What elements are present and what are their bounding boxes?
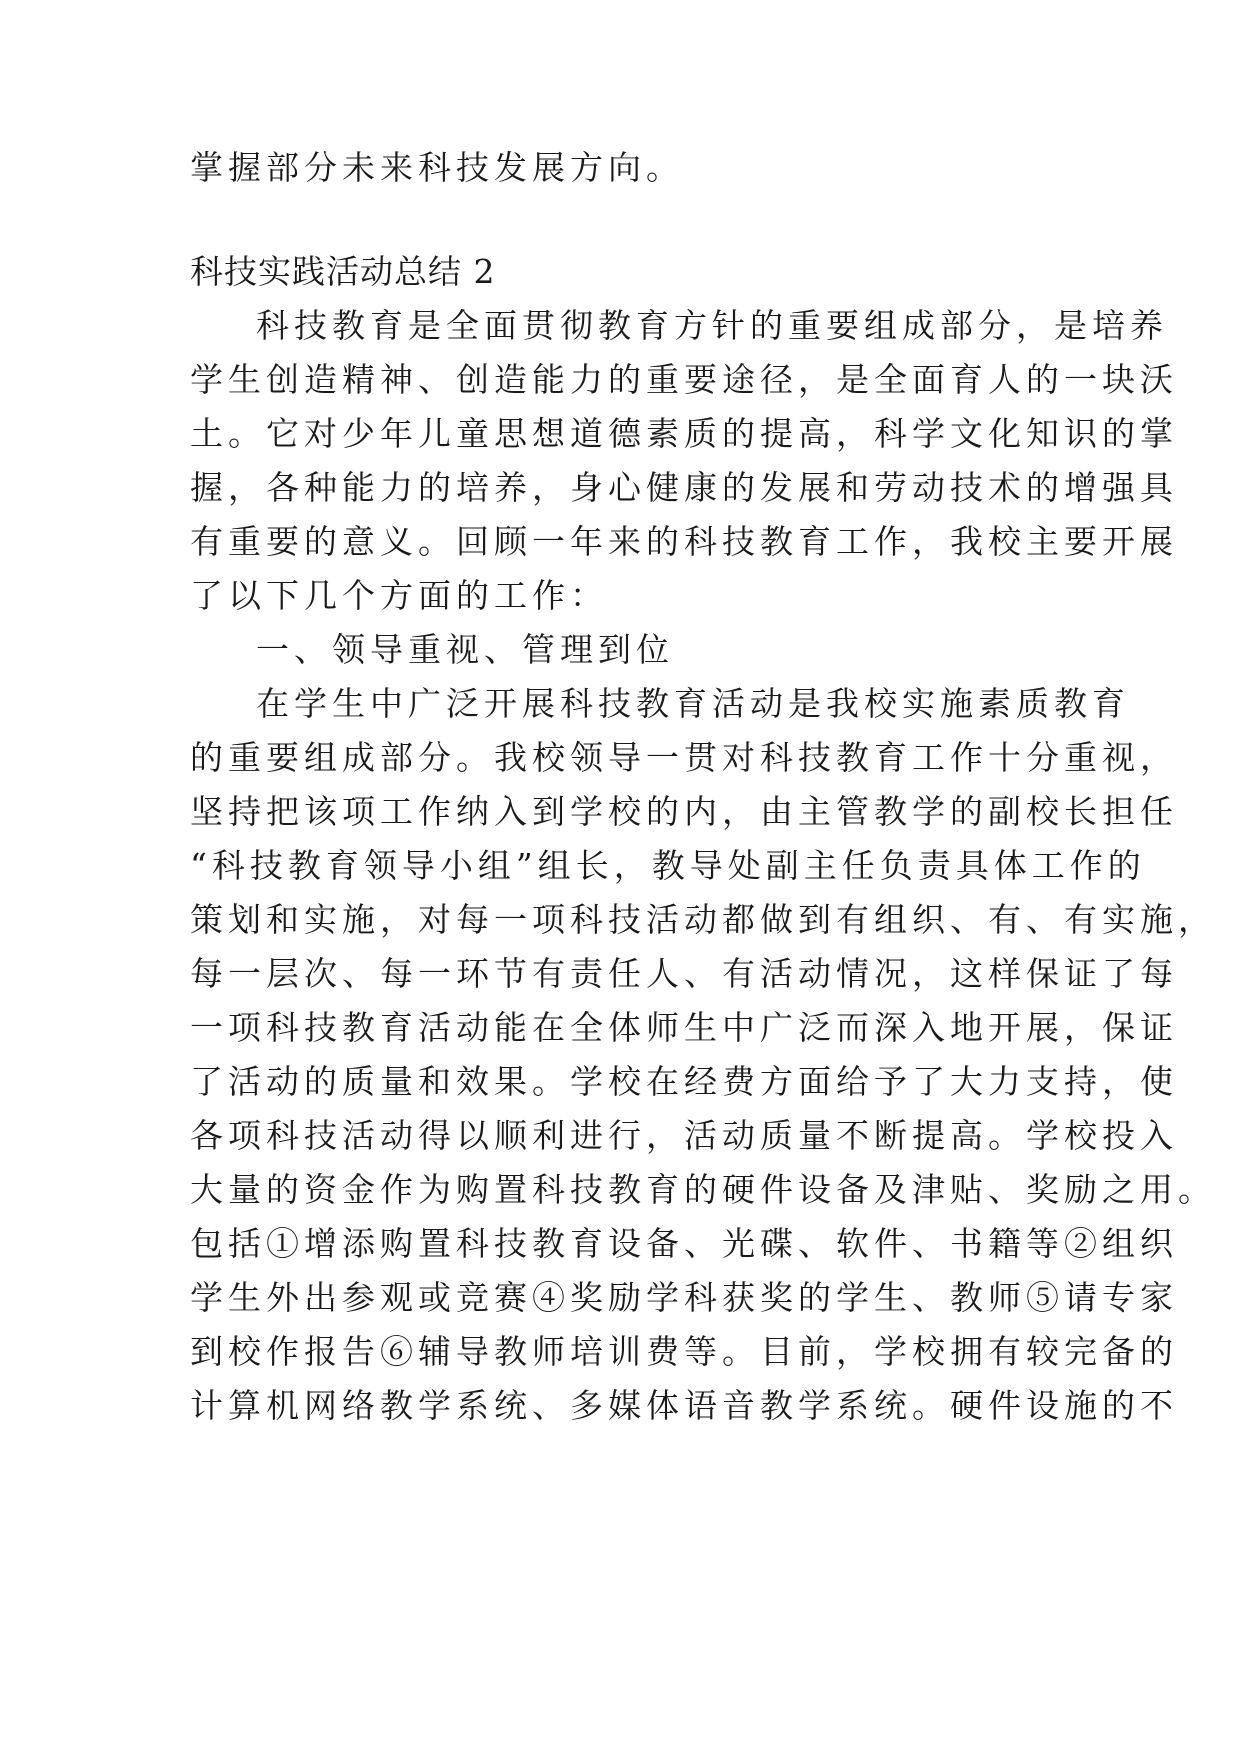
paragraph-line: 学生外出参观或竞赛④奖励学科获奖的学生、教师⑤请专家 (190, 1278, 1178, 1317)
paragraph-line: 一项科技教育活动能在全体师生中广泛而深入地开展，保证 (190, 1008, 1178, 1047)
paragraph-line: 策划和实施，对每一项科技活动都做到有组织、有、有实施， (190, 900, 1216, 939)
paragraph-line: 到校作报告⑥辅导教师培训费等。目前，学校拥有较完备的 (190, 1332, 1178, 1371)
subsection-heading: 一、领导重视、管理到位 (256, 630, 674, 669)
paragraph-line: 坚持把该项工作纳入到学校的内，由主管教学的副校长担任 (190, 792, 1178, 831)
paragraph-line: 有重要的意义。回顾一年来的科技教育工作，我校主要开展 (190, 522, 1178, 561)
paragraph-line: 计算机网络教学系统、多媒体语音教学系统。硬件设施的不 (190, 1386, 1178, 1425)
paragraph-line: “科技教育领导小组”组长，教导处副主任负责具体工作的 (190, 846, 1146, 885)
paragraph-line: 掌握部分未来科技发展方向。 (190, 148, 684, 187)
paragraph-line: 学生创造精神、创造能力的重要途径，是全面育人的一块沃 (190, 360, 1178, 399)
paragraph-line: 了以下几个方面的工作： (190, 576, 608, 615)
section-title: 科技实践活动总结 2 (190, 252, 496, 291)
paragraph-line: 大量的资金作为购置科技教育的硬件设备及津贴、奖励之用。 (190, 1170, 1216, 1209)
paragraph-line: 科技教育是全面贯彻教育方针的重要组成部分，是培养 (256, 306, 1168, 345)
paragraph-line: 了活动的质量和效果。学校在经费方面给予了大力支持，使 (190, 1062, 1178, 1101)
paragraph-line: 各项科技活动得以顺利进行，活动质量不断提高。学校投入 (190, 1116, 1178, 1155)
paragraph-line: 土。它对少年儿童思想道德素质的提高，科学文化知识的掌 (190, 414, 1178, 453)
paragraph-line: 每一层次、每一环节有责任人、有活动情况，这样保证了每 (190, 954, 1178, 993)
paragraph-line: 握，各种能力的培养，身心健康的发展和劳动技术的增强具 (190, 468, 1178, 507)
paragraph-line: 的重要组成部分。我校领导一贯对科技教育工作十分重视， (190, 738, 1178, 777)
paragraph-line: 包括①增添购置科技教育设备、光碟、软件、书籍等②组织 (190, 1224, 1178, 1263)
paragraph-line: 在学生中广泛开展科技教育活动是我校实施素质教育 (256, 684, 1130, 723)
